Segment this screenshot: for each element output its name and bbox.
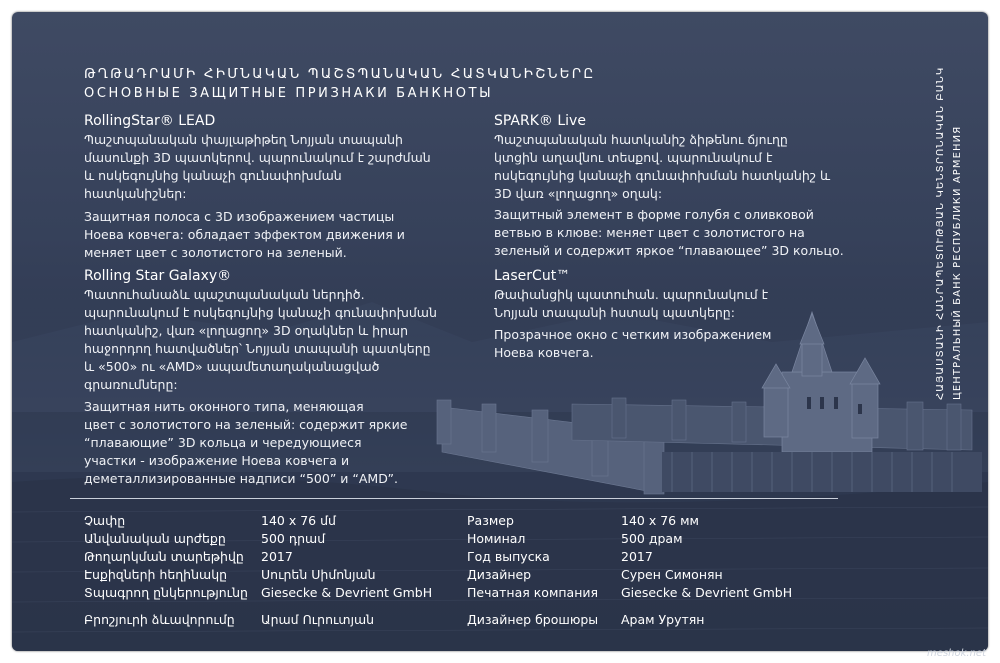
feature-title-lasercut: LaserCut™	[494, 268, 571, 284]
title-russian: ОСНОВНЫЕ ЗАЩИТНЫЕ ПРИЗНАКИ БАНКНОТЫ	[84, 86, 494, 101]
text-line: Թափանցիկ պատուհան. պարունակում է	[494, 287, 769, 302]
spec-label: Տպագրող ընկերությունը	[84, 585, 248, 600]
side-caption-russian: ЦЕНТРАЛЬНЫЙ БАНК РЕСПУБЛИКИ АРМЕНИЯ	[952, 125, 963, 400]
feature-text-ru	[494, 326, 864, 362]
feature-title-rollingstar-lead: RollingStar® LEAD	[84, 113, 216, 129]
text-line: ոսկեգույնից կանաչի գունափոխման հատկանիշ և	[494, 168, 831, 183]
text-line: հաջորդող հատվածներ՝ Նոյյան տապանի պատկերը	[84, 341, 431, 356]
text-line: Защитная нить оконного типа, меняющая	[84, 399, 364, 414]
spec-value: Сурен Симонян	[621, 567, 723, 582]
title-armenian: ԹՂԹԱԴՐԱՄԻ ՀԻՄՆԱԿԱՆ ՊԱՇՏՊԱՆԱԿԱՆ ՀԱՏԿԱՆԻՇՆԵՐԸ	[84, 66, 596, 82]
specs-labels-ru	[467, 512, 598, 629]
text-line: “плавающие” 3D кольца и чередующиеся	[84, 435, 362, 450]
spec-value: 2017	[261, 549, 293, 564]
spec-label: Էսքիզների հեղինակը	[84, 567, 228, 582]
spec-value: 140 x 76 мм	[621, 513, 699, 528]
feature-text-ru	[494, 206, 864, 260]
text-line: գրառումները:	[84, 377, 178, 392]
spec-label: Номинал	[467, 531, 526, 546]
text-line: 3D վառ «լողացող» օղակ:	[494, 186, 663, 201]
feature-text-ru	[84, 208, 444, 262]
spec-value: 2017	[621, 549, 653, 564]
text-line: цвет с золотистого на зеленый: содержит яркие	[84, 417, 408, 432]
spec-label: Год выпуска	[467, 549, 550, 564]
spec-value: Giesecke & Devrient GmbH	[621, 585, 793, 600]
side-caption-armenian: ՀԱՅԱՍՏԱՆԻ ՀԱՆՐԱՊԵՏՈՒԹՅԱՆ ԿԵՆՏՐՈՆԱԿԱՆ ԲԱՆԿ	[935, 66, 946, 400]
text-line: Защитный элемент в форме голубя с оливковой	[494, 207, 814, 222]
spec-label: Բրոշյուրի ձևավորումը	[84, 612, 235, 627]
spec-value: Giesecke & Devrient GmbH	[261, 585, 433, 600]
spec-value: Арам Урутян	[621, 612, 705, 627]
feature-text-hy	[494, 131, 864, 203]
text-line: հատկանիշներ:	[84, 186, 187, 201]
feature-title-galaxy: Rolling Star Galaxy®	[84, 268, 232, 284]
text-line: կտցին աղավնու տեսքով. պարունակում է	[494, 150, 773, 165]
spec-label: Печатная компания	[467, 585, 599, 600]
spec-value: 140 x 76 մմ	[261, 513, 336, 528]
specs-labels-hy	[84, 512, 248, 629]
feature-title-spark-live: SPARK® Live	[494, 113, 586, 129]
text-line: մասունքի 3D պատկերով. պարունակում է շարժման	[84, 150, 431, 165]
divider	[70, 498, 838, 499]
text-line: Ноева ковчега: обладает эффектом движения и	[84, 227, 405, 242]
text-line: зеленый и содержит яркое “плавающее” 3D кольцо.	[494, 243, 844, 258]
watermark: meshok.net	[927, 648, 986, 659]
text-line: Պաշտպանական փայլաթիթեղ Նոյյան տապանի	[84, 132, 403, 147]
feature-text-hy	[84, 131, 444, 203]
text-line: деметаллизированные надписи “500” и “AMD”.	[84, 471, 398, 486]
text-line: պարունակում է ոսկեգույնից կանաչի գունափոխման	[84, 305, 437, 320]
spec-value: Արամ Ուրուտյան	[261, 612, 375, 627]
specs-values-hy	[261, 512, 432, 629]
spec-value: 500 драм	[621, 531, 683, 546]
spec-label: Размер	[467, 513, 514, 528]
text-line: Պատուհանաձև պաշտպանական ներդիծ.	[84, 287, 365, 302]
text-line: և «500» ու «AMD» ապամետաղականացված	[84, 359, 380, 374]
text-line: հատկանիշ, վառ «լողացող» 3D օղակներ և իրար	[84, 323, 409, 338]
text-line: և ոսկեգույնից կանաչի գունափոխման	[84, 168, 342, 183]
specs-values-ru	[621, 512, 792, 629]
text-line: Защитная полоса с 3D изображением частицы	[84, 209, 395, 224]
spec-value: Սուրեն Սիմոնյան	[261, 567, 376, 582]
spec-label: Թողարկման տարեթիվը	[84, 549, 244, 564]
side-caption	[935, 66, 963, 400]
text-line: меняет цвет с золотистого на зеленый.	[84, 245, 347, 260]
text-line: участки - изображение Ноева ковчега и	[84, 453, 350, 468]
feature-text-hy	[84, 286, 444, 394]
text-line: Պաշտպանական հատկանիշ ձիթենու ճյուղը	[494, 132, 788, 147]
spec-label: Անվանական արժեքը	[84, 531, 226, 546]
text-line: Прозрачное окно с четким изображением	[494, 327, 772, 342]
brochure-card	[12, 12, 988, 651]
spec-label: Дизайнер	[467, 567, 532, 582]
text-line: Ноева ковчега.	[494, 345, 594, 360]
spec-label: Дизайнер брошюры	[467, 612, 599, 627]
spec-label: Չափը	[84, 513, 126, 528]
spec-value: 500 դրամ	[261, 531, 326, 546]
text-line: ветвью в клюве: меняет цвет с золотистого на	[494, 225, 805, 240]
text-line: Նոյյան տապանի հստակ պատկերը:	[494, 305, 735, 320]
feature-text-hy	[494, 286, 864, 322]
feature-text-ru	[84, 398, 444, 488]
